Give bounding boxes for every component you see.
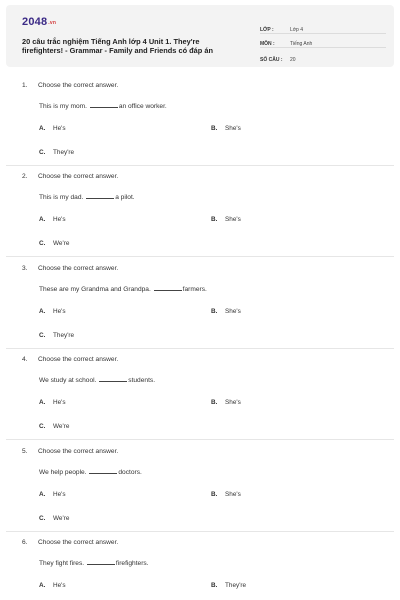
option-a[interactable] xyxy=(39,399,66,406)
meta-value: Lớp 4 xyxy=(290,26,304,33)
option-text: She's xyxy=(225,491,241,498)
sentence-after: firefighters. xyxy=(115,560,149,567)
option-letter: A. xyxy=(39,308,46,315)
option-text: We're xyxy=(53,423,70,430)
option-letter: A. xyxy=(39,582,46,589)
sentence-before: These are my Grandma and Grandpa. xyxy=(39,286,151,293)
option-text: He's xyxy=(53,582,66,589)
question-prompt: Choose the correct answer. xyxy=(38,356,119,363)
option-c[interactable] xyxy=(39,515,69,522)
sentence-after: an office worker. xyxy=(118,103,167,110)
question-prompt: Choose the correct answer. xyxy=(38,82,119,89)
meta-label: MÔN : xyxy=(260,41,275,47)
option-text: He's xyxy=(53,308,66,315)
question-divider xyxy=(6,348,394,349)
option-letter: C. xyxy=(39,149,46,156)
question-header xyxy=(22,448,118,455)
option-text: She's xyxy=(225,216,241,223)
question-divider xyxy=(6,256,394,257)
option-a[interactable] xyxy=(39,582,66,589)
answer-blank xyxy=(86,198,114,199)
option-text: She's xyxy=(225,399,241,406)
logo-text: 2048 xyxy=(22,16,48,28)
sentence-before: We study at school. xyxy=(39,377,97,384)
answer-blank xyxy=(99,381,127,382)
option-letter: B. xyxy=(211,216,218,223)
option-letter: A. xyxy=(39,125,46,132)
question-divider xyxy=(6,165,394,166)
question-sentence xyxy=(39,560,149,567)
option-letter: B. xyxy=(211,125,218,132)
option-text: They're xyxy=(225,582,247,589)
option-b[interactable] xyxy=(211,399,241,406)
meta-row-grade xyxy=(260,19,386,34)
question-header xyxy=(22,265,118,272)
option-letter: B. xyxy=(211,491,218,498)
option-text: He's xyxy=(53,491,66,498)
option-letter: B. xyxy=(211,399,218,406)
question-sentence xyxy=(39,286,207,293)
question-header xyxy=(22,539,118,546)
answer-blank xyxy=(87,564,115,565)
question-number: 1. xyxy=(22,82,28,89)
question-divider xyxy=(6,439,394,440)
option-letter: A. xyxy=(39,216,46,223)
option-c[interactable] xyxy=(39,240,69,247)
meta-label: LỚP : xyxy=(260,26,274,33)
option-a[interactable] xyxy=(39,491,66,498)
question-prompt: Choose the correct answer. xyxy=(38,173,119,180)
option-text: They're xyxy=(53,332,75,339)
option-c[interactable] xyxy=(39,149,74,156)
option-letter: C. xyxy=(39,332,46,339)
sentence-after: a pilot. xyxy=(115,194,135,201)
option-b[interactable] xyxy=(211,216,241,223)
sentence-before: This is my mom. xyxy=(39,103,87,110)
site-logo[interactable] xyxy=(22,16,56,28)
option-letter: B. xyxy=(211,582,218,589)
option-b[interactable] xyxy=(211,491,241,498)
option-letter: A. xyxy=(39,399,46,406)
page-title: 20 câu trắc nghiệm Tiếng Anh lớp 4 Unit 1. They're firefighters! - Grammar - Family and Friends có đáp án xyxy=(22,37,213,55)
meta-row-subject xyxy=(260,34,386,49)
meta-label: SỐ CÂU : xyxy=(260,56,283,63)
option-text: She's xyxy=(225,308,241,315)
question-number: 5. xyxy=(22,448,28,455)
question-sentence xyxy=(39,194,135,201)
question-sentence xyxy=(39,469,142,476)
question-prompt: Choose the correct answer. xyxy=(38,265,119,272)
option-text: We're xyxy=(53,515,70,522)
question-number: 3. xyxy=(22,265,28,272)
option-letter: C. xyxy=(39,240,46,247)
option-a[interactable] xyxy=(39,308,66,315)
sentence-before: This is my dad. xyxy=(39,194,84,201)
question-prompt: Choose the correct answer. xyxy=(38,448,119,455)
sentence-before: We help people. xyxy=(39,469,87,476)
option-letter: B. xyxy=(211,308,218,315)
option-a[interactable] xyxy=(39,216,66,223)
meta-value: Tiếng Anh xyxy=(290,41,313,47)
option-text: He's xyxy=(53,216,66,223)
question-header xyxy=(22,82,118,89)
option-b[interactable] xyxy=(211,582,246,589)
option-letter: A. xyxy=(39,491,46,498)
answer-blank xyxy=(90,107,118,108)
question-header xyxy=(22,356,118,363)
meta-value: 20 xyxy=(290,56,296,63)
option-text: They're xyxy=(53,149,75,156)
option-c[interactable] xyxy=(39,423,69,430)
sentence-after: farmers. xyxy=(182,286,207,293)
option-text: He's xyxy=(53,399,66,406)
question-divider xyxy=(6,531,394,532)
option-c[interactable] xyxy=(39,332,74,339)
answer-blank xyxy=(89,473,117,474)
option-a[interactable] xyxy=(39,125,66,132)
option-text: We're xyxy=(53,240,70,247)
option-letter: C. xyxy=(39,515,46,522)
option-text: He's xyxy=(53,125,66,132)
option-letter: C. xyxy=(39,423,46,430)
question-header xyxy=(22,173,118,180)
logo-suffix: .vn xyxy=(48,20,57,26)
question-sentence xyxy=(39,103,167,110)
answer-blank xyxy=(154,290,182,291)
sentence-after: students. xyxy=(128,377,156,384)
option-b[interactable] xyxy=(211,125,241,132)
option-b[interactable] xyxy=(211,308,241,315)
question-prompt: Choose the correct answer. xyxy=(38,539,119,546)
question-number: 6. xyxy=(22,539,28,546)
question-sentence xyxy=(39,377,155,384)
sentence-before: They fight fires. xyxy=(39,560,85,567)
sentence-after: doctors. xyxy=(118,469,142,476)
meta-info xyxy=(260,19,386,63)
page-header xyxy=(6,5,394,67)
question-number: 2. xyxy=(22,173,28,180)
question-number: 4. xyxy=(22,356,28,363)
meta-row-count xyxy=(260,48,386,63)
option-text: She's xyxy=(225,125,241,132)
